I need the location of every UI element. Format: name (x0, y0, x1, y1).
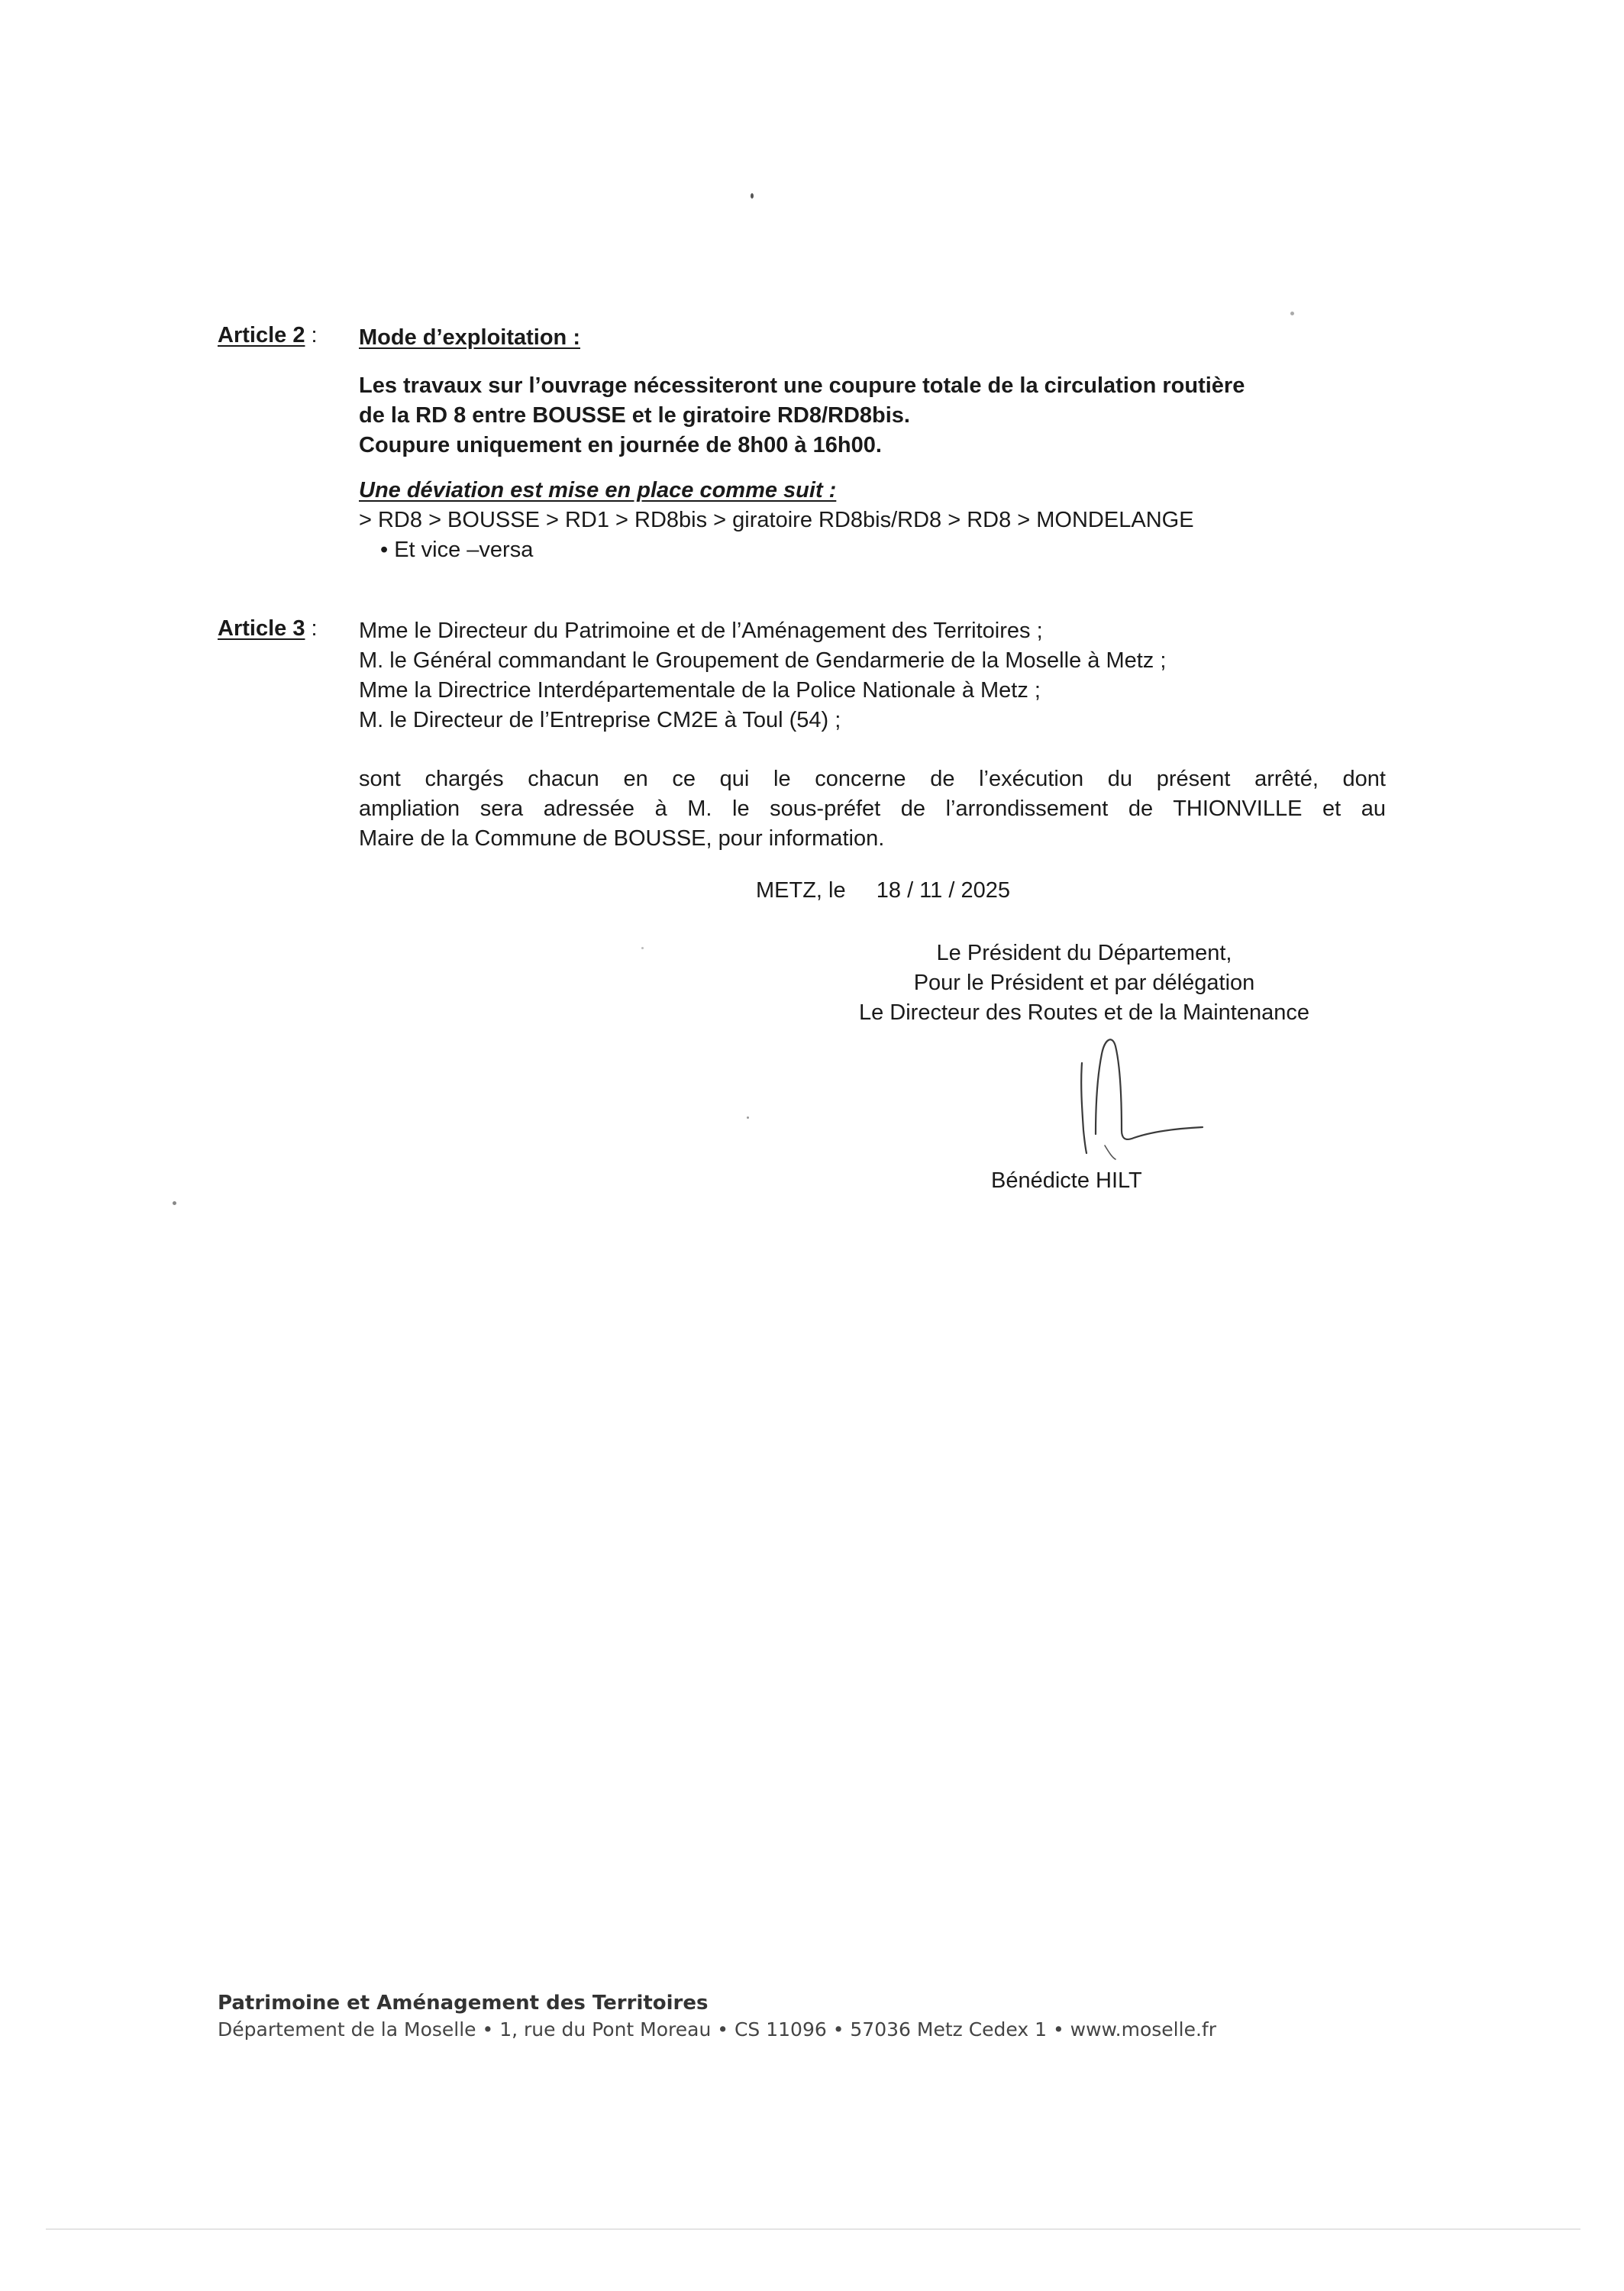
article-3-body (359, 616, 1386, 854)
recipient-line: Mme la Directrice Interdépartementale de la Police Nationale à Metz ; (359, 678, 1041, 703)
deviation-heading: Une déviation est mise en place comme suit : (359, 478, 837, 502)
deviation-route: > RD8 > BOUSSE > RD1 > RD8bis > giratoire RD8bis/RD8 > RD8 > MONDELANGE (359, 508, 1194, 532)
signature-title-block (809, 939, 1359, 1028)
scan-edge (46, 2228, 1580, 2230)
signatory-name: Bénédicte HILT (991, 1168, 1142, 1193)
date-value: 18 / 11 / 2025 (876, 878, 1010, 903)
footer-address: Département de la Moselle • 1, rue du Pont Moreau • CS 11096 • 57036 Metz Cedex 1 • www.moselle.fr (218, 2018, 1216, 2041)
scan-speck (747, 1116, 749, 1119)
scan-speck (641, 947, 644, 949)
execution-line: ampliation sera adressée à M. le sous-préfet de l’arrondissement de THIONVILLE et au (359, 797, 1386, 821)
signature-title-line: Le Président du Département, (936, 941, 1232, 965)
recipient-line: M. le Général commandant le Groupement de Gendarmerie de la Moselle à Metz ; (359, 648, 1167, 673)
execution-line: sont chargés chacun en ce qui le concerne de l’exécution du présent arrêté, dont (359, 767, 1386, 791)
date-place: METZ, le (756, 878, 846, 903)
scan-speck (751, 193, 754, 199)
execution-paragraph (359, 764, 1386, 854)
recipient-line: Mme le Directeur du Patrimoine et de l’Aménagement des Territoires ; (359, 619, 1043, 643)
footer-title: Patrimoine et Aménagement des Territoires (218, 1992, 709, 2015)
scan-speck (1290, 312, 1294, 315)
article-2-body (359, 323, 1386, 565)
signature-title-line: Pour le Président et par délégation (913, 971, 1255, 995)
recipient-line: M. le Directeur de l’Entreprise CM2E à Toul (54) ; (359, 708, 841, 732)
article-2-heading: Mode d’exploitation : (359, 325, 580, 350)
article-2-bold-line: de la RD 8 entre BOUSSE et le giratoire RD8/RD8bis. (359, 403, 910, 428)
signature-title-line: Le Directeur des Routes et de la Maintenance (858, 1000, 1309, 1025)
scan-speck (173, 1201, 176, 1205)
article-2-bold-line: Les travaux sur l’ouvrage nécessiteront une coupure totale de la circulation routière (359, 373, 1245, 398)
vice-versa-item: • Et vice –versa (380, 538, 534, 562)
article-3-label: Article 3 : (218, 616, 318, 641)
date-line (756, 876, 1010, 906)
article-2-label: Article 2 : (218, 323, 318, 347)
article-2-bold-line: Coupure uniquement en journée de 8h00 à 16h00. (359, 433, 882, 457)
execution-line: Maire de la Commune de BOUSSE, pour information. (359, 826, 885, 851)
handwritten-signature (1065, 1031, 1218, 1161)
